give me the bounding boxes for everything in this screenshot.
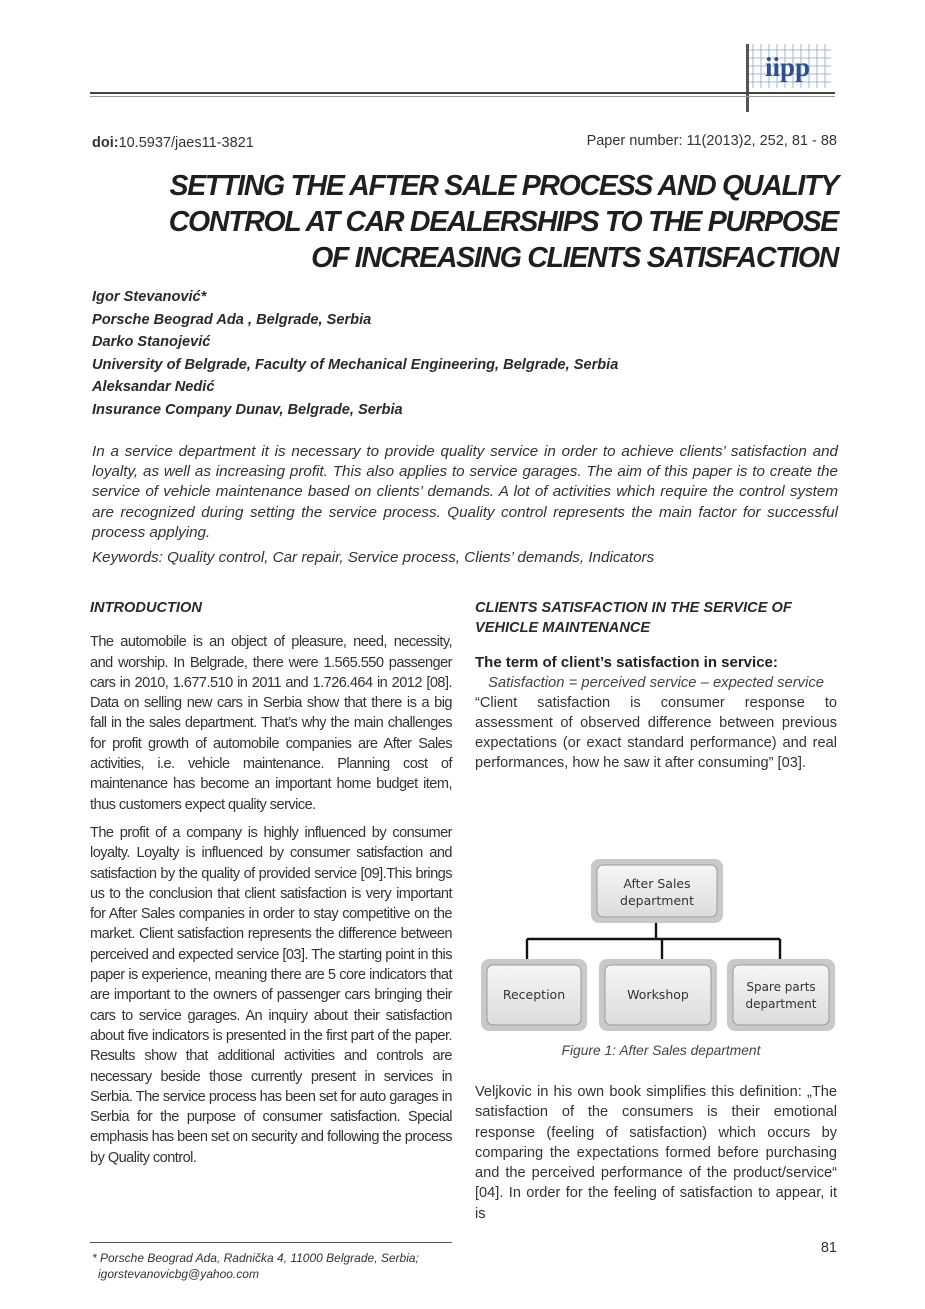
after-sales-org-chart bbox=[475, 855, 837, 1041]
header-rule-thin bbox=[90, 96, 835, 97]
logo-divider bbox=[746, 44, 749, 112]
satisfaction-subheading: The term of client’s satisfaction in service: bbox=[475, 653, 778, 671]
doi-label: doi: bbox=[92, 135, 119, 151]
keywords: Keywords: Quality control, Car repair, Service process, Clients’ demands, Indicators bbox=[92, 549, 655, 566]
author-1 bbox=[92, 286, 852, 331]
spare-parts-line-1: Spare parts bbox=[746, 980, 816, 994]
right-column bbox=[475, 598, 837, 782]
intro-paragraph-2: The profit of a company is highly influenced by consumer loyalty. Loyalty is influenced by consumer satisfaction and satisfaction by the quality of provided service [09].This brings us to the conclusion that client satisfaction is very important for After Sales companies in order to stay competitive on the market. Client satisfaction represents the difference between perceived and expected service [03]. The starting point in this paper is experience, meaning there are 5 core indicators that are important to the owners of passenger cars bringing their cars to service garages. An inquiry about their satisfaction about five indicators is presented in the first part of the paper. Results show that additional activities and controls are necessary beside those currently present in services in Serbia. The service process has been set for auto garages in Serbia for the purpose of consumer satisfaction. Special emphasis has been set on security and following the process by Quality control. bbox=[90, 824, 452, 1166]
left-column bbox=[90, 598, 452, 1176]
abstract: In a service department it is necessary to provide quality service in order to achieve clients’ satisfaction and loyalty, as well as increasing profit. This also applies to service garages. The aim of this paper is to create the service of vehicle maintenance based on clients’ demands. A lot of activities which require the control system are recognized during setting the service process. Quality control represents the main factor for successful process applying. bbox=[92, 443, 838, 541]
workshop-label: Workshop bbox=[627, 987, 689, 1002]
satisfaction-paragraph-1: “Client satisfaction is consumer response to assessment of observed difference between previous expectations (or exact standard performance) and real performances, how he saw it after consuming” [03]. bbox=[475, 694, 837, 772]
title-line-3: OF INCREASING CLIENTS SATISFACTION bbox=[311, 242, 838, 274]
right-column-continued bbox=[475, 1082, 837, 1232]
section-heading-satisfaction: CLIENTS SATISFACTION IN THE SERVICE OF VEHICLE MAINTENANCE bbox=[475, 600, 792, 637]
author-name: Igor Stevanović* bbox=[92, 289, 207, 305]
spare-parts-line-2: department bbox=[745, 997, 817, 1011]
section-heading-introduction: INTRODUCTION bbox=[90, 600, 202, 616]
satisfaction-formula: Satisfaction = perceived service – expected service bbox=[488, 674, 824, 691]
author-list bbox=[92, 286, 852, 422]
footnote bbox=[92, 1251, 472, 1282]
title-line-1: SETTING THE AFTER SALE PROCESS AND QUALITY bbox=[169, 170, 838, 202]
workshop-box bbox=[599, 959, 717, 1031]
paper-number: Paper number: 11(2013)2, 252, 81 - 88 bbox=[586, 133, 837, 149]
reception-box bbox=[481, 959, 587, 1031]
author-affiliation: University of Belgrade, Faculty of Mechanical Engineering, Belgrade, Serbia bbox=[92, 356, 619, 373]
footnote-rule bbox=[90, 1242, 452, 1243]
footnote-email[interactable]: igorstevanovicbg@yahoo.com bbox=[98, 1266, 259, 1281]
reception-label: Reception bbox=[502, 987, 566, 1002]
spare-parts-box bbox=[727, 959, 835, 1031]
paper-title bbox=[100, 168, 838, 276]
author-2 bbox=[92, 331, 852, 376]
author-3 bbox=[92, 376, 852, 421]
page-number: 81 bbox=[820, 1240, 837, 1256]
doi bbox=[92, 135, 254, 151]
top-box-line-2: department bbox=[620, 893, 694, 908]
footnote-address: * Porsche Beograd Ada, Radnička 4, 11000 Belgrade, Serbia; bbox=[92, 1251, 419, 1265]
author-name: Aleksandar Nedić bbox=[92, 379, 215, 396]
figure-caption: Figure 1: After Sales department bbox=[561, 1043, 761, 1058]
chart-connectors bbox=[527, 923, 780, 959]
intro-paragraph-1: The automobile is an object of pleasure, need, necessity, and worship. In Belgrade, there were 1.565.550 passenger cars in 2010, 1.677.510 in 2011 and 1.726.464 in 2012 [08]. Data on selling new cars in Serbia show that there is a big fall in the sales department. That’s why the main challenges for profit growth of automobile companies are After Sales activities, i.e. vehicle maintenance. Planning cost of maintenance has become an important home budget item, thus customers expect quality service. bbox=[90, 634, 452, 813]
title-line-2: CONTROL AT CAR DEALERSHIPS TO THE PURPOSE bbox=[168, 206, 838, 238]
top-box bbox=[591, 859, 723, 923]
author-affiliation: Insurance Company Dunav, Belgrade, Serbia bbox=[92, 401, 403, 418]
doi-value[interactable]: 10.5937/jaes11-3821 bbox=[118, 135, 254, 151]
author-name: Darko Stanojević bbox=[92, 334, 211, 351]
logo-text: iipp bbox=[765, 52, 811, 82]
header-rule bbox=[90, 92, 835, 94]
author-affiliation: Porsche Beograd Ada , Belgrade, Serbia bbox=[92, 311, 372, 328]
satisfaction-paragraph-2: Veljkovic in his own book simplifies this definition: „The satisfaction of the consumers is their emotional response (feeling of satisfaction) which occurs by comparing the expectations formed before purchasing and the perceived performance of the product/service“ [04]. In order for the feeling of satisfaction to appear, it is bbox=[475, 1084, 837, 1222]
top-box-line-1: After Sales bbox=[623, 876, 691, 891]
